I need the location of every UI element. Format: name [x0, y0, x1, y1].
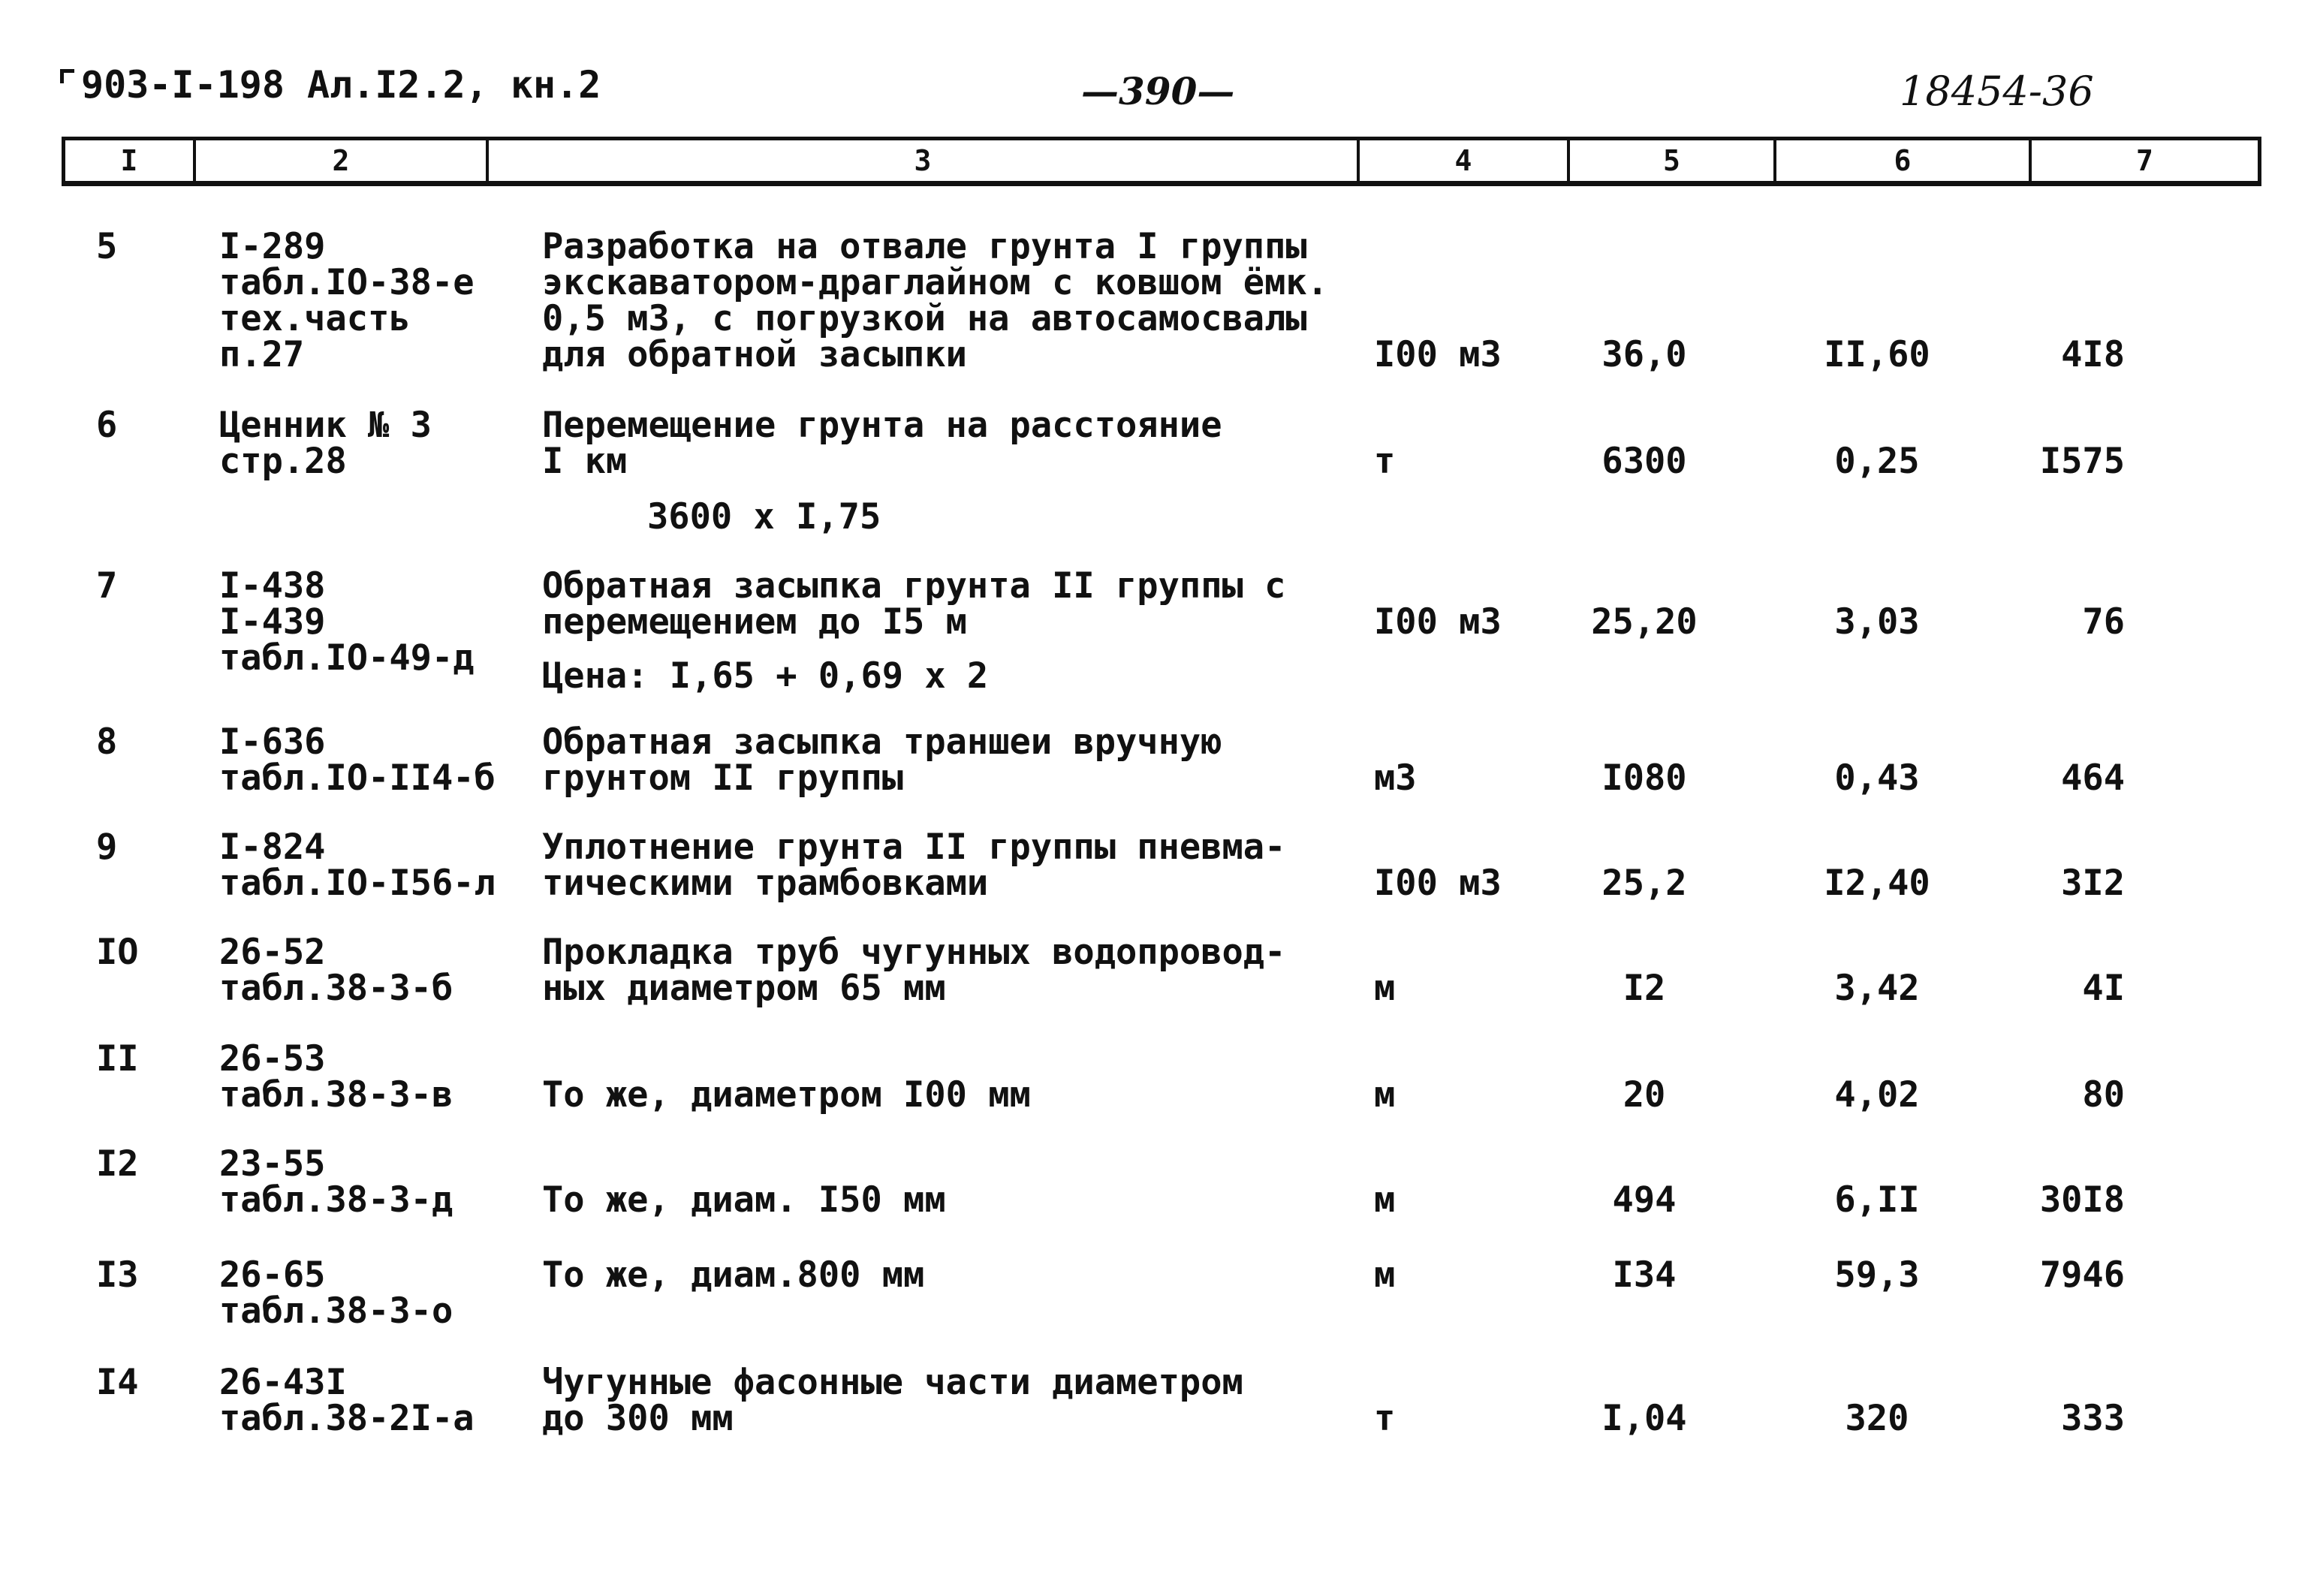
row-reference: Ценник № 3 стр.28	[219, 405, 432, 482]
row-unit: м	[1374, 968, 1396, 1009]
row-quantity: 494	[1612, 1179, 1677, 1221]
row-quantity: 20	[1623, 1074, 1666, 1116]
document-code: 903-I-198 Ал.I2.2, кн.2	[81, 63, 601, 107]
row-reference: I-824 табл.IO-I56-л	[219, 827, 496, 904]
row-number: 8	[96, 721, 118, 763]
row-unit: I00 м3	[1374, 863, 1502, 904]
row-sum: 464	[2061, 757, 2125, 799]
row-number: I2	[96, 1143, 139, 1185]
corner-mark	[60, 69, 74, 83]
row-quantity: 25,2	[1601, 863, 1687, 904]
row-formula: Цена: I,65 + 0,69 x 2	[542, 655, 989, 697]
row-reference: 26-53 табл.38-3-в	[219, 1038, 453, 1116]
row-quantity: 6300	[1601, 441, 1687, 482]
inventory-number: 18454-36	[1900, 68, 2094, 115]
row-quantity: I,04	[1601, 1398, 1687, 1439]
row-price: 4,02	[1834, 1074, 1920, 1116]
row-number: II	[96, 1038, 139, 1080]
column-header-1: I	[120, 144, 138, 177]
row-description: Чугунные фасонные части диаметром до 300 мм	[542, 1362, 1243, 1439]
row-unit: I00 м3	[1374, 334, 1502, 375]
row-sum: 7946	[2039, 1254, 2125, 1296]
column-header-2: 2	[193, 140, 486, 181]
row-sum: 333	[2061, 1398, 2125, 1439]
row-price: 320	[1845, 1398, 1909, 1439]
row-price: I2,40	[1824, 863, 1930, 904]
row-number: I4	[96, 1362, 139, 1403]
row-unit: т	[1374, 1398, 1396, 1439]
column-header-6: 6	[1773, 140, 2029, 181]
row-number: I3	[96, 1254, 139, 1296]
row-description: Обратная засыпка траншеи вручную грунтом II группы	[542, 721, 1222, 799]
row-quantity: 36,0	[1601, 334, 1687, 375]
row-unit: т	[1374, 441, 1396, 482]
row-sum: 4I	[2082, 968, 2125, 1009]
row-price: 0,25	[1834, 441, 1920, 482]
column-header-3: 3	[486, 140, 1357, 181]
row-reference: I-636 табл.IO-II4-б	[219, 721, 496, 799]
column-header-4: 4	[1357, 140, 1567, 181]
row-description: Обратная засыпка грунта II группы с перемещением до I5 м	[542, 565, 1286, 643]
row-sum: 80	[2082, 1074, 2125, 1116]
row-quantity: 25,20	[1591, 601, 1698, 643]
row-reference: I-438 I-439 табл.IO-49-д	[219, 565, 475, 679]
row-reference: 26-43I табл.38-2I-а	[219, 1362, 475, 1439]
row-price: 59,3	[1834, 1254, 1920, 1296]
row-reference: 23-55 табл.38-3-д	[219, 1143, 453, 1221]
row-number: 9	[96, 827, 118, 868]
row-description: То же, диам.800 мм	[542, 1254, 925, 1296]
row-reference: 26-65 табл.38-3-о	[219, 1254, 453, 1332]
page-number: —390—	[1081, 69, 1235, 113]
column-header-5: 5	[1567, 140, 1773, 181]
column-header-row	[62, 137, 2261, 186]
row-price: 3,03	[1834, 601, 1920, 643]
row-number: IO	[96, 932, 139, 973]
row-description: Разработка на отвале грунта I группы экскаватором-драглайном с ковшом ёмк. 0,5 м3, с погрузкой на автосамосвалы для обратной засыпки	[542, 226, 1328, 375]
row-unit: м	[1374, 1179, 1396, 1221]
row-description: Уплотнение грунта II группы пневма- тическими трамбовками	[542, 827, 1286, 904]
row-unit: м	[1374, 1254, 1396, 1296]
row-description: Перемещение грунта на расстояние I км	[542, 405, 1222, 482]
row-price: 6,II	[1834, 1179, 1920, 1221]
row-description: То же, диаметром I00 мм	[542, 1074, 1031, 1116]
row-price: II,60	[1824, 334, 1930, 375]
row-reference: 26-52 табл.38-3-б	[219, 932, 453, 1009]
row-number: 7	[96, 565, 118, 607]
row-price: 0,43	[1834, 757, 1920, 799]
row-number: 5	[96, 226, 118, 267]
row-sum: 76	[2082, 601, 2125, 643]
row-sum: 30I8	[2039, 1179, 2125, 1221]
row-sum: 3I2	[2061, 863, 2125, 904]
row-description: Прокладка труб чугунных водопровод- ных диаметром 65 мм	[542, 932, 1286, 1009]
row-unit: м	[1374, 1074, 1396, 1116]
row-quantity: I2	[1623, 968, 1666, 1009]
row-description: То же, диам. I50 мм	[542, 1179, 946, 1221]
row-quantity: I080	[1601, 757, 1687, 799]
row-reference: I-289 табл.IO-38-е тех.часть п.27	[219, 226, 475, 375]
row-formula: 3600 x I,75	[647, 496, 881, 538]
row-quantity: I34	[1612, 1254, 1677, 1296]
row-price: 3,42	[1834, 968, 1920, 1009]
row-unit: I00 м3	[1374, 601, 1502, 643]
row-sum: I575	[2039, 441, 2125, 482]
row-number: 6	[96, 405, 118, 446]
row-unit: м3	[1374, 757, 1417, 799]
column-header-7: 7	[2029, 140, 2258, 181]
row-sum: 4I8	[2061, 334, 2125, 375]
